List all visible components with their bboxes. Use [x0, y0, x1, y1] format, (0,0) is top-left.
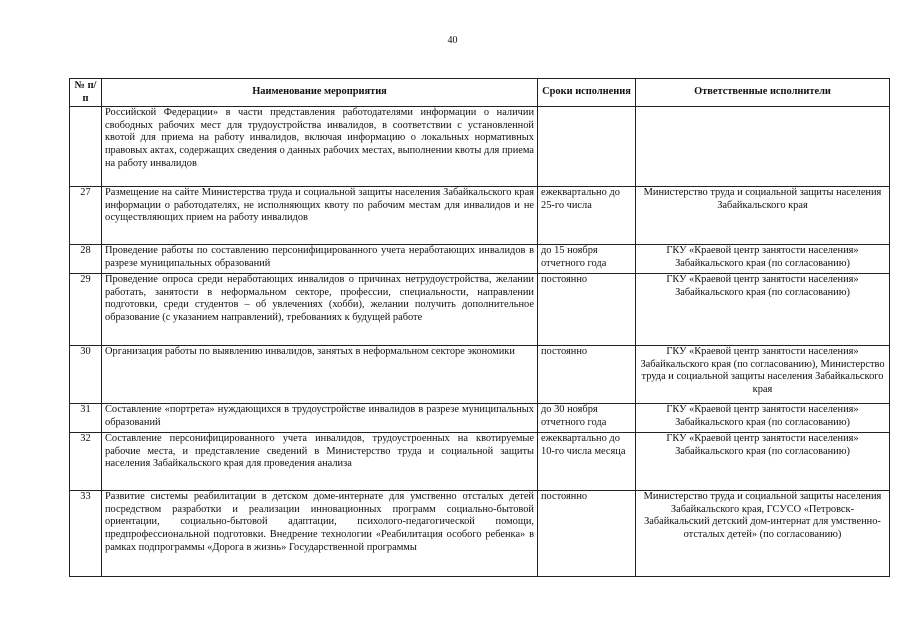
table-header-row — [70, 79, 890, 107]
page-number: 40 — [447, 35, 458, 46]
row-num: 29 — [70, 274, 102, 346]
row-num: 27 — [70, 187, 102, 245]
row-name: Российской Федерации» в части представления работодателями информации о наличии свободных рабочих мест для трудоустройства инвалидов, в соответствии с установленной квотой для приема на работу инвалидов, включая информацию о локальных нормативных правовых актах, содержащих сведения о данных рабочих местах, выполнении квоты для приема на работу инвалидов — [102, 107, 538, 187]
row-name: Развитие системы реабилитации в детском доме-интернате для умственно отсталых детей посредством разработки и реализации инновационных программ социально-бытовой ориентации, социально-бытовой адаптации, психолого-педагогической помощи, предпрофессиональной подготовки. Внедрение технологии «Реабилитация особого ребенка» в рамках подпрограммы «Дорога в жизнь» Государственной программы — [102, 491, 538, 577]
row-num: 28 — [70, 245, 102, 274]
measures-table — [69, 78, 890, 577]
row-term: постоянно — [538, 274, 636, 346]
row-num — [70, 107, 102, 187]
row-num: 30 — [70, 346, 102, 404]
table-row — [70, 245, 890, 274]
header-num: № п/п — [70, 79, 102, 107]
row-responsible: ГКУ «Краевой центр занятости населения» Забайкальского края (по согласованию) — [636, 433, 890, 491]
row-term: ежеквартально до 25-го числа — [538, 187, 636, 245]
row-num: 32 — [70, 433, 102, 491]
row-name: Проведение опроса среди неработающих инвалидов о причинах нетрудоустройства, желании работать, занятости в неформальном секторе, профессии, специальности, направлении подготовки, среди студентов – об увлечениях (хобби), желании получить дополнительное образование (с указанием направлений), требованиях к будущей работе — [102, 274, 538, 346]
row-responsible: Министерство труда и социальной защиты населения Забайкальского края, ГСУСО «Петровск-Забайкальский детский дом-интернат для умственно-отсталых детей» (по согласованию) — [636, 491, 890, 577]
row-name: Составление «портрета» нуждающихся в трудоустройстве инвалидов в разрезе муниципальных образований — [102, 404, 538, 433]
header-responsible: Ответственные исполнители — [636, 79, 890, 107]
header-name: Наименование мероприятия — [102, 79, 538, 107]
row-name: Составление персонифицированного учета инвалидов, трудоустроенных на квотируемые рабочие места, и представление сведений в Министерство труда и социальной защиты населения Забайкальского края для проведения анализа — [102, 433, 538, 491]
row-responsible: ГКУ «Краевой центр занятости населения» Забайкальского края (по согласованию), Министерство труда и социальной защиты населения Забайкальского края — [636, 346, 890, 404]
row-term: до 15 ноября отчетного года — [538, 245, 636, 274]
row-responsible: Министерство труда и социальной защиты населения Забайкальского края — [636, 187, 890, 245]
table-row — [70, 107, 890, 187]
row-term — [538, 107, 636, 187]
table-row — [70, 491, 890, 577]
table-row — [70, 404, 890, 433]
table-row — [70, 433, 890, 491]
row-name: Организация работы по выявлению инвалидов, занятых в неформальном секторе экономики — [102, 346, 538, 404]
table-row — [70, 187, 890, 245]
row-name: Проведение работы по составлению персонифицированного учета неработающих инвалидов в разрезе муниципальных образований — [102, 245, 538, 274]
header-term: Сроки исполнения — [538, 79, 636, 107]
row-num: 33 — [70, 491, 102, 577]
row-term: постоянно — [538, 346, 636, 404]
row-num: 31 — [70, 404, 102, 433]
row-term: постоянно — [538, 491, 636, 577]
row-term: до 30 ноября отчетного года — [538, 404, 636, 433]
table-row — [70, 346, 890, 404]
row-responsible — [636, 107, 890, 187]
row-responsible: ГКУ «Краевой центр занятости населения» Забайкальского края (по согласованию) — [636, 245, 890, 274]
row-name: Размещение на сайте Министерства труда и социальной защиты населения Забайкальского края информации о работодателях, не исполняющих квоту по рабочим местам для инвалидов и не осуществляющих прием на работу инвалидов — [102, 187, 538, 245]
table-row — [70, 274, 890, 346]
row-responsible: ГКУ «Краевой центр занятости населения» Забайкальского края (по согласованию) — [636, 404, 890, 433]
row-responsible: ГКУ «Краевой центр занятости населения» Забайкальского края (по согласованию) — [636, 274, 890, 346]
row-term: ежеквартально до 10-го числа месяца — [538, 433, 636, 491]
